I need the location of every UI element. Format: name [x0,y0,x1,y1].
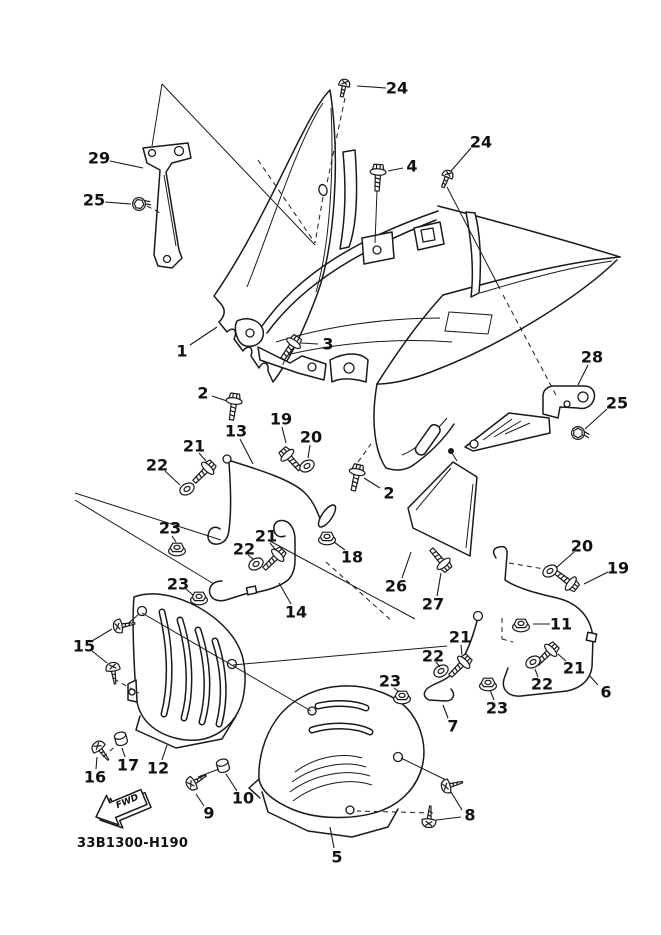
callout-2 [197,384,227,403]
callout-24 [357,79,408,98]
callout-number: 2 [197,383,209,403]
leader-line [436,817,461,820]
flange-bolt-icon [189,457,219,487]
assembly-line [509,563,544,569]
assembly-line [358,444,371,462]
leader-line [308,445,310,458]
grommet-icon [114,731,129,747]
truss-screw-icon [421,805,437,828]
callout-2 [364,478,395,503]
callout-18 [334,542,363,567]
callout-23 [379,672,401,693]
callout-24 [451,133,492,172]
callout-number: 23 [166,574,190,594]
leader-line [301,343,318,344]
leader-line [212,396,227,401]
callout-14 [279,583,307,622]
washer-icon [541,563,560,580]
washer-icon [178,481,197,498]
callout-22 [233,540,255,560]
callout-21 [255,527,277,550]
callout-7 [443,705,459,736]
callout-11 [533,615,572,634]
flange-nut-icon [169,543,186,556]
leader-line [279,583,291,604]
callout-number: 21 [562,658,586,678]
assembly-line [502,639,513,642]
callout-number: 24 [385,78,409,98]
assembly-line [198,769,219,777]
callout-25 [83,191,131,210]
leader-line [190,327,217,345]
callout-number: 24 [469,132,493,152]
callout-21 [558,654,585,678]
callout-28 [578,348,603,386]
callout-23 [486,690,508,718]
washer-icon [298,458,317,475]
callout-number: 4 [406,156,418,176]
callout-number: 7 [447,716,459,736]
flange-nut-icon [319,532,336,545]
callout-27 [422,573,444,614]
callout-number: 2 [383,483,395,503]
callout-number: 21 [448,627,472,647]
leader-line [578,365,588,385]
callout-number: 23 [378,671,402,691]
leader-line [402,552,411,578]
leader-line [451,148,471,171]
leader-line [451,792,462,810]
callout-22 [422,647,444,668]
callout-number: 3 [322,334,334,354]
gusset-bracket-part [465,413,550,451]
flange-bolt-icon [425,544,454,575]
callout-number: 25 [82,190,106,210]
callout-number: 22 [232,539,256,559]
leader-line [240,439,253,464]
leader-line [357,86,386,88]
leader-line [589,675,598,685]
heel-guard-part-12 [128,594,245,748]
part-code-text: 33B1300-H190 [77,836,189,851]
bolt-end-icon [131,194,152,212]
callout-23 [159,519,181,543]
callout-22 [531,669,553,694]
leader-line [105,202,131,204]
callout-6 [589,675,612,702]
leader-line [584,572,608,584]
callout-number: 21 [182,436,206,456]
callout-number: 13 [224,421,248,441]
callout-19 [584,559,629,585]
flange-bolt-icon [224,392,244,420]
callout-number: 22 [530,674,554,694]
leader-line [437,573,441,596]
callout-5 [330,827,343,867]
flange-nut-icon [394,691,411,704]
washer-icon [524,654,543,671]
callout-number: 26 [384,576,408,596]
callout-number: 20 [570,536,594,556]
side-panel-part-1 [214,90,335,382]
assembly-line [503,295,556,395]
flange-nut-icon [191,592,208,605]
callout-15 [73,629,112,663]
callout-16 [84,757,106,787]
callout-number: 22 [145,455,169,475]
heel-guard-part-5 [249,686,424,837]
callout-17 [117,748,139,775]
fwd-arrow-label: FWD [114,792,141,812]
callout-number: 19 [606,558,630,578]
leader-line [461,645,462,655]
callout-number: 25 [605,393,629,413]
leader-line [110,161,143,168]
callout-19 [270,410,292,444]
flange-nut-icon [480,678,497,691]
callout-1 [176,327,217,361]
callout-number: 5 [331,847,343,867]
callout-21 [449,628,471,656]
assembly-line [152,84,162,146]
flange-bolt-icon [369,164,386,191]
callout-number: 22 [421,646,445,666]
callout-number: 14 [284,602,308,622]
leader-line [330,827,334,848]
callout-number: 23 [158,518,182,538]
callout-number: 21 [254,526,278,546]
truss-screw-icon [105,662,122,685]
fwd-arrow [96,790,151,828]
leader-line [364,478,380,488]
pan-screw-icon [438,169,455,190]
callout-29 [88,149,143,169]
callout-number: 17 [116,755,140,775]
callout-number: 1 [176,341,188,361]
assembly-line [326,562,392,621]
callout-number: 10 [231,788,255,808]
assembly-line [233,646,447,665]
grommet-icon [216,758,231,774]
bracket-29-part [143,143,191,268]
flange-bolt-icon [345,463,366,492]
callout-23 [167,575,193,596]
callout-number: 20 [299,427,323,447]
callout-number: 19 [269,409,293,429]
flange-nut-icon [513,619,530,632]
callout-number: 29 [87,148,111,168]
callout-number: 12 [146,758,170,778]
bracket-28-part [543,386,595,418]
callout-number: 6 [600,682,612,702]
assembly-line [75,493,221,540]
callout-4 [388,157,418,176]
callout-number: 27 [421,594,445,614]
callout-number: 15 [72,636,96,656]
callout-9 [196,794,215,823]
callout-26 [385,552,411,596]
callout-20 [556,537,593,569]
leader-line [585,409,607,429]
callout-22 [146,456,180,486]
callout-20 [300,428,322,459]
leader-line [282,427,286,443]
callout-21 [183,437,206,462]
bolt-end-icon [572,427,589,440]
callout-number: 11 [549,614,573,634]
callout-8 [436,792,476,825]
callout-number: 23 [485,698,509,718]
assembly-line [75,500,214,584]
mud-flap-part-26 [408,448,477,556]
pan-screw-icon [336,78,350,98]
callout-number: 8 [464,805,476,825]
truss-screw-icon [440,775,464,794]
leader-line [388,168,403,171]
callout-number: 18 [340,547,364,567]
callout-10 [226,774,254,808]
truss-screw-icon [184,769,210,792]
callout-number: 16 [83,767,107,787]
callout-number: 28 [580,347,604,367]
callout-12 [147,745,169,778]
callout-number: 9 [203,803,215,823]
